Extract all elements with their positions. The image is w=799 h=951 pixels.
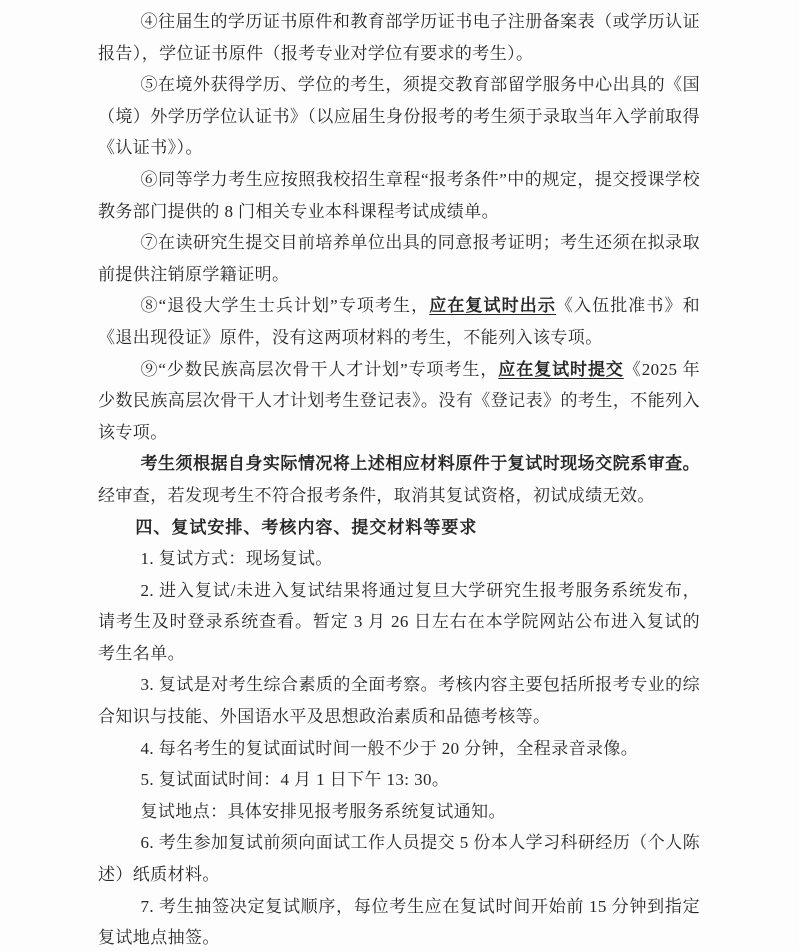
emphasis-text-run: 应在复试时出示	[429, 296, 556, 316]
section-4-heading	[98, 512, 700, 544]
item-circle-9	[98, 354, 700, 449]
text-run: 3. 复试是对考生综合素质的全面考察。考核内容主要包括所报考专业的综合知识与技能、外国语水平及思想政治素质和品德考核等。	[98, 675, 700, 727]
text-run: ⑦在读研究生提交目前培养单位出具的同意报考证明；考生还须在拟录取前提供注销原学籍证明。	[98, 233, 700, 284]
item-circle-8	[98, 290, 700, 353]
emphasis-text-run: 四、复试安排、考核内容、提交材料等要求	[135, 517, 478, 537]
item-circle-6	[98, 164, 700, 227]
item-circle-4	[98, 6, 700, 69]
item-1-method	[98, 543, 700, 575]
item-5-time	[98, 764, 700, 796]
text-run: ⑨“少数民族高层次骨干人才计划”专项考生，	[140, 359, 499, 379]
text-run: ⑤在境外获得学历、学位的考生，须提交教育部留学服务中心出具的《国（境）外学历学位认证书》（以应届生身份报考的考生须于录取当年入学前取得《认证书》）。	[98, 75, 700, 158]
emphasis-text-run: 应在复试时提交	[498, 359, 624, 379]
text-run: ④往届生的学历证书原件和教育部学历证书电子注册备案表（或学历认证报告），学位证书原件（报考专业对学位有要求的考生）。	[98, 12, 700, 63]
text-run: 1. 复试方式：现场复试。	[140, 549, 333, 569]
emphasis-text-run: 考生须根据自身实际情况将上述相应材料原件于复试时现场交院系审查。	[140, 454, 700, 474]
item-2-results	[98, 575, 700, 670]
text-run: 《入伍批准书》和《退出现役证》原件，没有这两项材料的考生，不能列入该专项。	[98, 296, 700, 347]
item-4-duration	[98, 733, 700, 765]
text-run: 6. 考生参加复试前须向面试工作人员提交 5 份本人学习科研经历（个人陈述）纸质材料。	[98, 833, 700, 885]
item-circle-5	[98, 69, 700, 164]
document-body	[98, 6, 700, 951]
item-circle-7	[98, 227, 700, 290]
text-run: 经审查，若发现考生不符合报考条件，取消其复试资格，初试成绩无效。	[98, 485, 655, 505]
item-7-draw	[98, 891, 700, 951]
text-run: 《2025 年少数民族高层次骨干人才计划考生登记表》。没有《登记表》的考生，不能列入该专项。	[98, 359, 700, 442]
item-3-content	[98, 669, 700, 732]
text-run: ⑧“退役大学生士兵计划”专项考生，	[140, 296, 430, 316]
review-note	[98, 448, 700, 511]
text-run: 2. 进入复试/未进入复试结果将通过复旦大学研究生报考服务系统发布，请考生及时登录系统查看。暂定 3 月 26 日左右在本学院网站公布进入复试的考生名单。	[98, 580, 700, 663]
text-run: ⑥同等学力考生应按照我校招生章程“报考条件”中的规定，提交授课学校教务部门提供的 8 门相关专业本科课程考试成绩单。	[98, 169, 700, 221]
text-run: 4. 每名考生的复试面试时间一般不少于 20 分钟，全程录音录像。	[140, 738, 639, 758]
item-location	[98, 796, 700, 828]
text-run: 5. 复试面试时间：4 月 1 日下午 13: 30。	[140, 770, 450, 790]
text-run: 复试地点：具体安排见报考服务系统复试通知。	[140, 801, 506, 821]
item-6-materials	[98, 827, 700, 890]
text-run: 7. 考生抽签决定复试顺序，每位考生应在复试时间开始前 15 分钟到指定复试地点抽签。	[98, 896, 700, 948]
